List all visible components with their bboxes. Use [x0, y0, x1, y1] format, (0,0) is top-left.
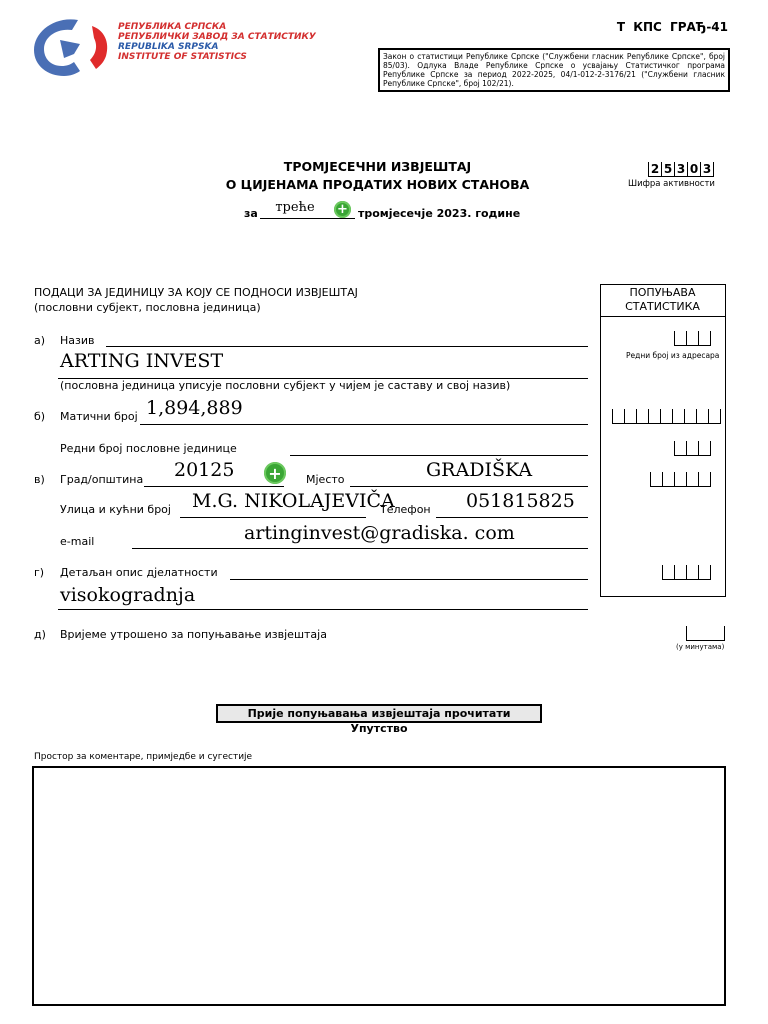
report-title: ТРОМЈЕСЕЧНИ ИЗВЈЕШТАЈ О ЦИЈЕНАМА ПРОДАТИХ НОВИХ СТАНОВА	[225, 159, 530, 192]
activity-code: 2 5 3 0 3	[648, 162, 714, 177]
add-icon[interactable]: +	[264, 462, 286, 484]
marker-v: в)	[34, 473, 45, 486]
comments-textarea[interactable]	[32, 766, 726, 1006]
phone-field[interactable]: 051815825	[466, 490, 575, 512]
legal-note: Закон о статистици Републике Српске ("Службени гласник Републике Српске", број 85/03). Одлука Владе Републике Српске о усвајању Статистичког програма Републике Српске за период 2022-2025, 04/1-012-2-3176/21 ("Службени гласник Републике Српске", број 102/21).	[378, 48, 730, 92]
place-field[interactable]: GRADIŠKA	[426, 459, 533, 481]
unit-number-boxes[interactable]	[674, 440, 711, 456]
institute-logo	[30, 14, 112, 80]
instructions-notice: Прије попуњавања извјештаја прочитати Упутство	[216, 704, 542, 723]
institute-name: РЕПУБЛИКА СРПСКА РЕПУБЛИЧКИ ЗАВОД ЗА СТАТИСТИКУ REPUBLIKA SRPSKA INSTITUTE OF STATISTICS	[118, 22, 316, 62]
unit-number-field[interactable]	[290, 455, 588, 456]
marker-b: б)	[34, 410, 46, 423]
city-label: Град/општина	[60, 473, 144, 486]
section-heading: ПОДАЦИ ЗА ЈЕДИНИЦУ ЗА КОЈУ СЕ ПОДНОСИ ИЗВЈЕШТАЈ	[34, 286, 358, 299]
desc-field[interactable]: visokogradnja	[60, 584, 196, 606]
email-field[interactable]: artinginvest@gradiska. com	[244, 522, 515, 544]
activity-label: Шифра активности	[628, 179, 715, 189]
email-label: e-mail	[60, 535, 95, 548]
marker-a: а)	[34, 334, 46, 347]
address-number-boxes[interactable]	[674, 330, 711, 346]
marker-d: д)	[34, 628, 46, 641]
name-note: (пословна јединица уписује пословни субјект у чијем је саставу и свој назив)	[60, 379, 511, 392]
section-subheading: (пословни субјект, пословна јединица)	[34, 301, 261, 314]
place-label: Мјесто	[306, 473, 345, 486]
name-label: Назив	[60, 334, 95, 347]
street-label: Улица и кућни број	[60, 503, 171, 516]
city-field[interactable]: 20125	[174, 459, 235, 481]
time-field[interactable]	[686, 626, 725, 641]
add-icon[interactable]: +	[334, 201, 351, 218]
mb-field[interactable]: 1,894,889	[146, 397, 243, 419]
unit-number-label: Редни број пословне јединице	[60, 442, 237, 455]
title-prefix: за	[244, 207, 258, 220]
statistics-box-title: ПОПУЊАВА СТАТИСТИКА	[625, 286, 700, 313]
street-field[interactable]: M.G. NIKOLAJEVIČA	[192, 490, 395, 512]
form-code: Т КПС ГРАЂ-41	[616, 20, 728, 34]
municipality-code-boxes[interactable]	[650, 471, 711, 487]
activity-desc-boxes[interactable]	[662, 564, 711, 580]
marker-g: г)	[34, 566, 45, 579]
address-number-label: Редни број из адресара	[626, 351, 720, 360]
time-unit: (у минутама)	[676, 643, 725, 651]
title-suffix: тромјесечје 2023. године	[358, 207, 521, 220]
desc-label: Детаљан опис дјелатности	[60, 566, 218, 579]
name-field[interactable]: ARTING INVEST	[60, 350, 224, 372]
registration-number-boxes[interactable]	[612, 408, 721, 424]
quarter-field[interactable]: треће	[275, 200, 315, 215]
comments-label: Простор за коментаре, примједбе и сугестије	[34, 752, 253, 762]
quarter-underline	[260, 218, 355, 219]
phone-label: Телефон	[380, 503, 431, 516]
mb-label: Матични број	[60, 410, 138, 423]
time-label: Вријеме утрошено за попуњавање извјештаја	[60, 628, 327, 641]
